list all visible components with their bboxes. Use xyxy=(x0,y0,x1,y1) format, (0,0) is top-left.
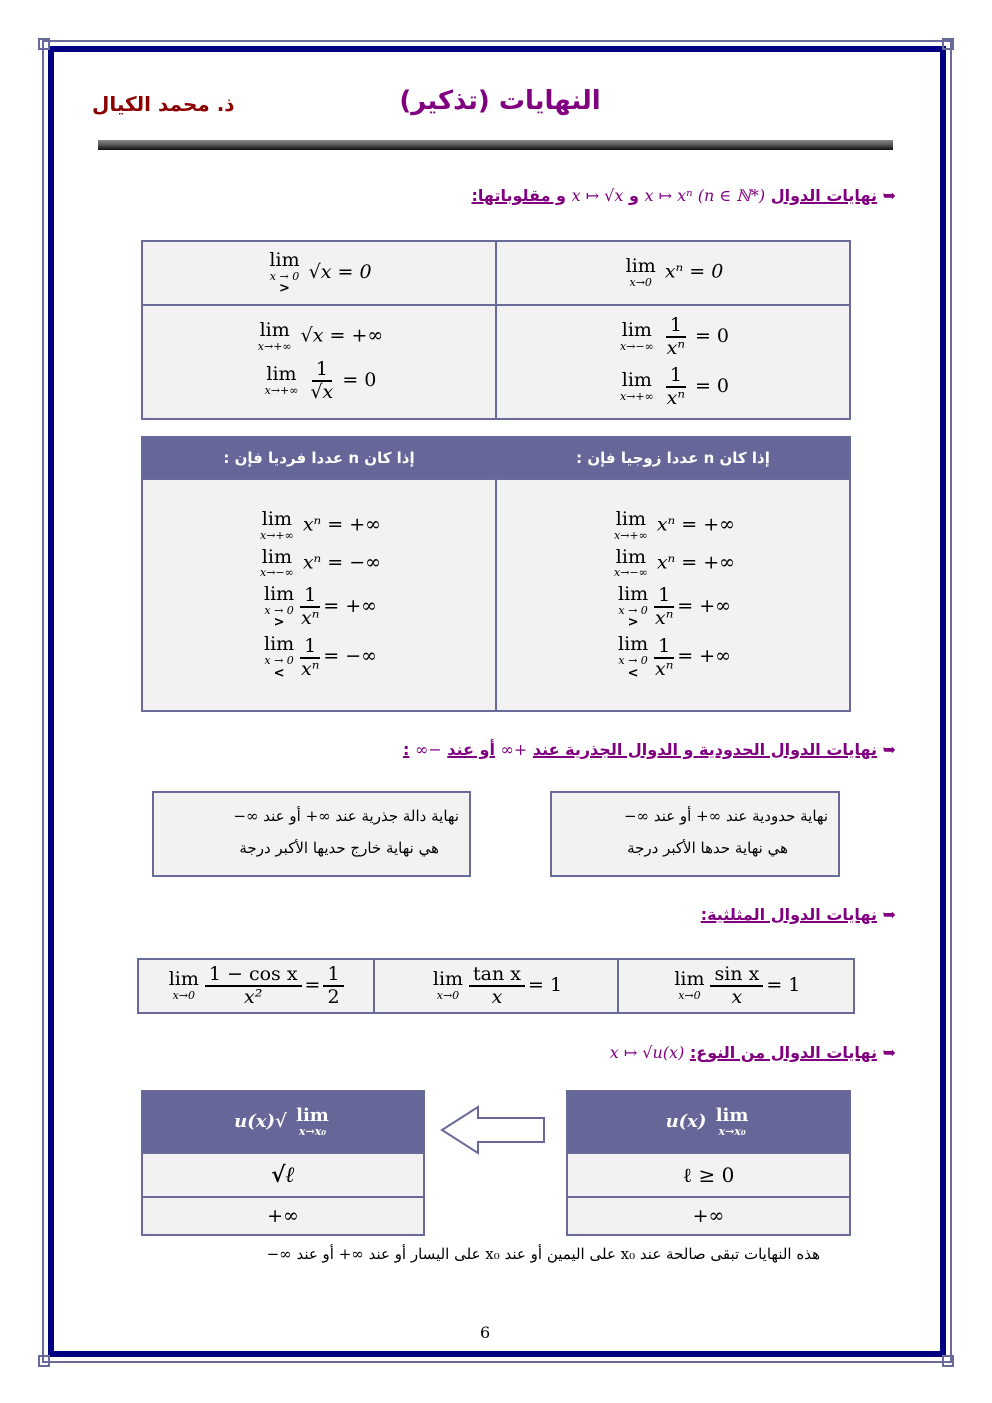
lim-operator: lim xyxy=(259,319,290,342)
limit-line xyxy=(498,510,848,541)
cell-sin xyxy=(618,959,854,1013)
fraction-numerator: 1 xyxy=(300,585,320,608)
lim-subscript: x→0 xyxy=(678,989,701,1003)
page-title: النهايات (تذكير) xyxy=(399,86,601,116)
lim-operator: lim xyxy=(621,319,652,342)
u-limit-header xyxy=(567,1091,850,1153)
sqrt-l-cell: √ℓ xyxy=(142,1153,424,1197)
arrow-icon: ➥ xyxy=(882,740,896,759)
lim-result: = +∞ xyxy=(677,645,731,668)
section-math: x ↦ xⁿ (n ∈ ℕ*) xyxy=(644,186,766,205)
lim-subscript: x→+∞ xyxy=(619,390,654,404)
limit-line xyxy=(144,321,494,352)
lim-result: = 0 xyxy=(694,374,730,397)
fraction-numerator: 1 xyxy=(654,636,674,659)
limit-line xyxy=(498,585,848,629)
lim-subscript: x→x₀ xyxy=(298,1124,327,1138)
cell-tan xyxy=(374,959,617,1013)
sqrt-u-result-table xyxy=(141,1090,425,1236)
section-tail: و مقلوباتها: xyxy=(471,186,566,205)
lim-operator: lim xyxy=(264,583,295,605)
header-even: إذا كان n عددا زوجيا فإن : xyxy=(496,437,850,479)
lim-expression: u(x) xyxy=(665,1111,707,1132)
lim-subscript: x → 0 xyxy=(264,654,294,668)
limits-table-parity xyxy=(141,436,851,712)
fraction-denominator: xⁿ xyxy=(666,337,686,360)
fraction-numerator: 1 − cos x xyxy=(205,964,302,987)
cell-one-minus-cos xyxy=(138,959,374,1013)
lim-operator: lim xyxy=(261,545,292,568)
left-arrow-icon xyxy=(440,1105,546,1155)
lim-subscript: x → 0 xyxy=(269,269,300,283)
side-indicator: > xyxy=(273,615,285,631)
limit-line xyxy=(144,359,494,403)
section-heading-polynomial-radical xyxy=(403,740,896,759)
frame-corner-bottom-left xyxy=(38,1355,50,1367)
fraction-denominator: xⁿ xyxy=(301,607,320,630)
lim-result: = −∞ xyxy=(323,645,377,668)
cell-power-at-zero xyxy=(496,241,850,305)
lim-operator: lim xyxy=(621,369,652,392)
frame-corner-top-left xyxy=(38,38,50,50)
lim-subscript: x→+∞ xyxy=(259,528,294,542)
lim-subscript: x→+∞ xyxy=(264,383,299,397)
section-math-2: x ↦ √x xyxy=(571,186,624,205)
fraction-numerator: sin x xyxy=(710,964,763,987)
lim-expression: √x = 0 xyxy=(308,260,372,283)
title-separator xyxy=(98,140,893,150)
lim-subscript: x→+∞ xyxy=(257,340,292,354)
fraction-numerator: 1 xyxy=(300,636,320,659)
lim-operator: lim xyxy=(261,508,292,531)
lim-result: = +∞ xyxy=(677,595,731,618)
section-tail: : xyxy=(402,740,410,759)
lim-expression: xⁿ = −∞ xyxy=(302,551,382,574)
limit-line xyxy=(498,315,848,359)
fraction-numerator: 1 xyxy=(654,585,674,608)
lim-subscript: x→+∞ xyxy=(613,528,648,542)
section-conjunction: أو عند xyxy=(447,740,495,759)
side-indicator: < xyxy=(627,665,639,681)
cell-inverse-power-at-infinity xyxy=(496,305,850,419)
fraction-denominator: xⁿ xyxy=(666,386,686,409)
lim-result: = +∞ xyxy=(323,595,377,618)
validity-note: هذه النهايات تبقى صالحة عند x₀ على اليمين أو عند x₀ على اليسار أو عند ∞+ أو عند ∞− xyxy=(266,1245,820,1263)
fraction-denominator: x² xyxy=(244,986,263,1008)
lim-expression: xⁿ = +∞ xyxy=(656,513,736,536)
limits-table-basic xyxy=(141,240,851,420)
lim-operator: lim xyxy=(269,248,300,271)
rule-line-2: هي نهاية خارج حديها الأكبر درجة xyxy=(239,838,439,857)
lim-result: = 1 xyxy=(766,974,801,996)
lim-subscript: x→0 xyxy=(436,989,460,1003)
lim-operator: lim xyxy=(264,633,295,656)
section-math-2: −∞ xyxy=(414,740,442,759)
fraction-numerator: 1 xyxy=(323,964,343,987)
page-number: 6 xyxy=(480,1323,491,1342)
section-heading-sqrt-u xyxy=(610,1043,896,1062)
lim-operator: lim xyxy=(618,633,649,656)
rule-line-2: هي نهاية حدها الأكبر درجة xyxy=(627,838,788,857)
limit-line xyxy=(144,585,494,629)
lim-operator: lim xyxy=(715,1104,749,1126)
lim-subscript: x→x₀ xyxy=(718,1124,746,1138)
fraction-denominator: xⁿ xyxy=(655,657,674,680)
section-label: نهايات الدوال الحدودية و الدوال الجذرية عند xyxy=(532,740,878,759)
fraction-numerator: 1 xyxy=(666,365,686,388)
radical-rule-box xyxy=(152,791,471,877)
lim-operator: lim xyxy=(618,583,649,605)
rule-line-1: نهاية حدودية عند ∞+ أو عند ∞− xyxy=(623,807,828,825)
lim-result: = 0 xyxy=(342,368,377,391)
lim-expression: √x = +∞ xyxy=(300,325,384,348)
lim-subscript: x→−∞ xyxy=(613,566,648,580)
limit-line xyxy=(498,635,848,679)
lim-operator: lim xyxy=(296,1104,329,1126)
l-nonneg-cell: ℓ ≥ 0 xyxy=(567,1153,850,1197)
side-indicator: < xyxy=(273,665,285,681)
lim-operator: lim xyxy=(674,968,705,991)
cell-even-limits xyxy=(496,479,850,711)
limit-line xyxy=(144,510,494,541)
arrow-icon: ➥ xyxy=(882,186,896,205)
lim-subscript: x→−∞ xyxy=(619,340,654,354)
limit-line xyxy=(144,635,494,679)
section-conjunction: و xyxy=(628,186,639,205)
author-name: ذ. محمد الكيال xyxy=(92,92,235,116)
section-label: نهايات الدوال المثلثية: xyxy=(700,905,878,924)
lim-subscript: x → 0 xyxy=(618,603,648,617)
lim-expression: xⁿ = 0 xyxy=(664,260,724,283)
fraction-denominator: 2 xyxy=(327,986,340,1008)
cell-odd-limits xyxy=(142,479,496,711)
infinity-cell: +∞ xyxy=(142,1197,424,1235)
lim-subscript: x → 0 xyxy=(264,603,294,617)
limit-line xyxy=(498,545,848,580)
u-limit-table xyxy=(566,1090,851,1236)
header-odd: إذا كان n عددا فرديا فإن : xyxy=(142,437,496,479)
fraction-numerator: tan x xyxy=(469,964,525,987)
limit-line xyxy=(498,365,848,409)
lim-subscript: x→−∞ xyxy=(259,566,294,580)
limit-line xyxy=(144,545,494,580)
lim-operator: lim xyxy=(432,968,464,991)
lim-expression: xⁿ = +∞ xyxy=(656,551,736,574)
arrow-icon: ➥ xyxy=(882,905,896,924)
fraction-denominator: xⁿ xyxy=(301,657,320,680)
equals-sign: = xyxy=(304,974,321,996)
lim-expression: √u(x) xyxy=(234,1111,287,1132)
lim-operator: lim xyxy=(625,255,656,278)
lim-subscript: x → 0 xyxy=(618,654,648,668)
rule-line-1: نهاية دالة جذرية عند ∞+ أو عند ∞− xyxy=(233,807,459,825)
lim-operator: lim xyxy=(266,363,297,385)
side-indicator: > xyxy=(627,615,639,631)
lim-operator: lim xyxy=(168,968,199,991)
fraction-denominator: x xyxy=(491,986,503,1008)
fraction-numerator: 1 xyxy=(666,315,686,338)
trig-limits-table xyxy=(137,958,855,1014)
section-math: +∞ xyxy=(500,740,528,759)
section-label: نهايات الدوال من النوع: xyxy=(689,1043,878,1062)
lim-result: = 0 xyxy=(694,325,730,348)
fraction-numerator: 1 xyxy=(312,359,332,382)
side-indicator: > xyxy=(279,281,290,297)
section-math: x ↦ √u(x) xyxy=(609,1043,685,1062)
fraction-denominator: √x xyxy=(310,380,334,403)
cell-sqrt-at-zero xyxy=(142,241,496,305)
infinity-cell: +∞ xyxy=(567,1197,850,1235)
frame-corner-bottom-right xyxy=(942,1355,954,1367)
fraction-denominator: x xyxy=(731,986,743,1008)
fraction-denominator: xⁿ xyxy=(655,607,674,630)
lim-result: = 1 xyxy=(528,974,563,996)
polynomial-rule-box xyxy=(550,791,840,877)
lim-operator: lim xyxy=(615,508,646,531)
lim-expression: xⁿ = +∞ xyxy=(302,513,382,536)
cell-sqrt-at-infinity xyxy=(142,305,496,419)
sqrt-u-header xyxy=(142,1091,424,1153)
arrow-icon: ➥ xyxy=(882,1043,896,1062)
lim-subscript: x→0 xyxy=(172,989,195,1003)
section-heading-trig xyxy=(701,905,896,924)
lim-operator: lim xyxy=(615,545,646,568)
lim-subscript: x→0 xyxy=(629,276,652,290)
section-label: نهايات الدوال xyxy=(770,186,878,205)
frame-corner-top-right xyxy=(942,38,954,50)
section-heading-power-sqrt xyxy=(472,186,897,205)
